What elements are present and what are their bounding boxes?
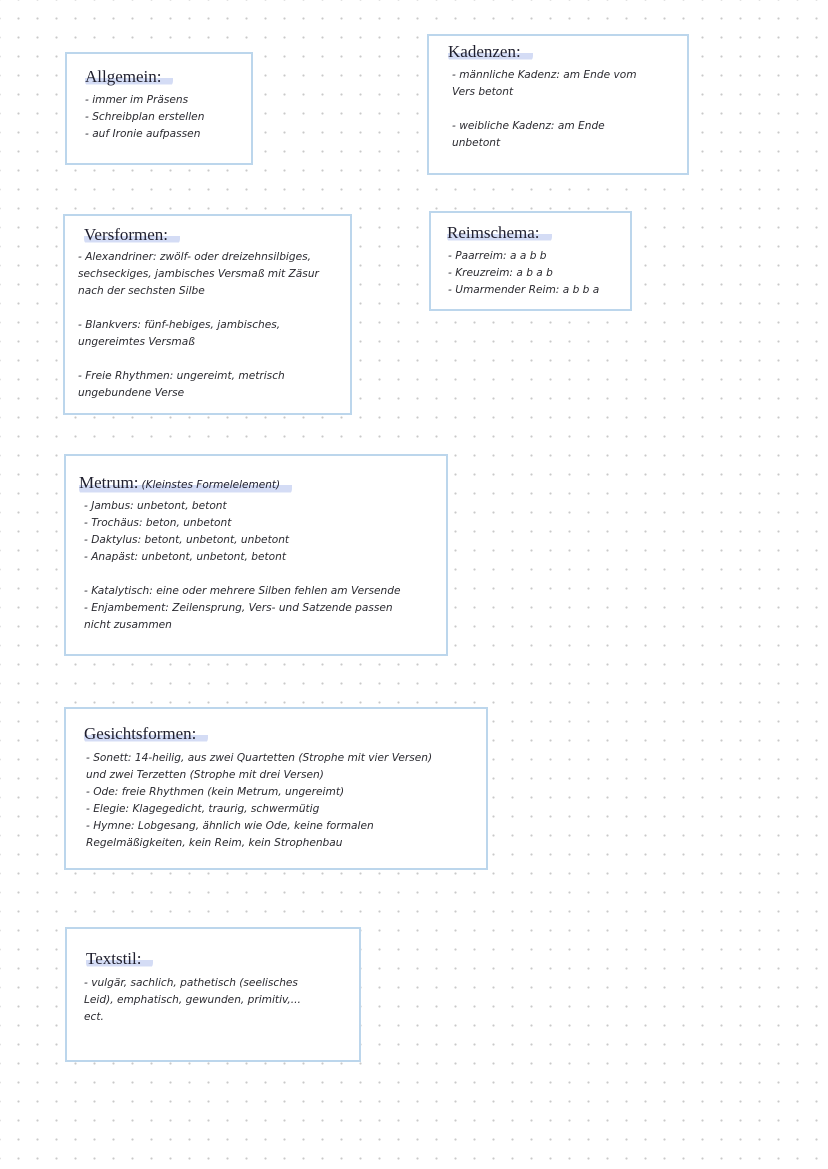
list-item: - Trochäus: beton, unbetont (84, 517, 232, 529)
list-item: - Blankvers: fünf-hebiges, jambisches, (78, 319, 281, 331)
list-item: - vulgär, sachlich, pathetisch (seelisches (84, 977, 298, 989)
list-item: - Kreuzreim: a b a b (448, 267, 553, 279)
list-item: - Schreibplan erstellen (85, 111, 205, 123)
metrum-subtitle: (Kleinstes Formelelement) (141, 479, 281, 491)
list-item: und zwei Terzetten (Strophe mit drei Versen) (86, 769, 324, 781)
reimschema-title: Reimschema: (447, 223, 552, 243)
list-item: nicht zusammen (84, 619, 172, 631)
list-item: - Sonett: 14-heilig, aus zwei Quartetten (Strophe mit vier Versen) (86, 752, 433, 764)
list-item: - Anapäst: unbetont, unbetont, betont (84, 551, 287, 563)
list-item: - Alexandriner: zwölf- oder dreizehnsilbiges, (78, 251, 312, 263)
list-item: - weibliche Kadenz: am Ende (452, 120, 605, 132)
textstil-box (65, 927, 361, 1062)
metrum-box (64, 454, 448, 656)
list-item: - Daktylus: betont, unbetont, unbetont (84, 534, 290, 546)
list-item: - Umarmender Reim: a b b a (448, 284, 600, 296)
list-item: - männliche Kadenz: am Ende vom (452, 69, 637, 81)
list-item: Vers betont (452, 86, 514, 98)
gesichtsformen-box (64, 707, 488, 870)
list-item: - immer im Präsens (85, 94, 189, 106)
list-item: Regelmäßigkeiten, kein Reim, kein Strophenbau (86, 837, 343, 849)
versformen-title: Versformen: (84, 225, 180, 245)
list-item: - Katalytisch: eine oder mehrere Silben fehlen am Versende (84, 585, 401, 597)
list-item: Leid), emphatisch, gewunden, primitiv,... (84, 994, 301, 1006)
list-item: - Hymne: Lobgesang, ähnlich wie Ode, keine formalen (86, 820, 374, 832)
metrum-heading: Metrum: (79, 473, 139, 492)
allgemein-box (65, 52, 253, 165)
list-item: - Jambus: unbetont, betont (84, 500, 227, 512)
list-item: - Paarreim: a a b b (448, 250, 547, 262)
list-item: ungereimtes Versmaß (78, 336, 195, 348)
list-item: unbetont (452, 137, 501, 149)
list-item: - Freie Rhythmen: ungereimt, metrisch (78, 370, 285, 382)
list-item: sechseckiges, jambisches Versmaß mit Zäsur (78, 268, 319, 280)
reimschema-box (429, 211, 632, 311)
list-item: - auf Ironie aufpassen (85, 128, 201, 140)
list-item: ect. (84, 1011, 104, 1023)
kadenzen-title: Kadenzen: (448, 42, 533, 62)
list-item: - Ode: freie Rhythmen (kein Metrum, ungereimt) (86, 786, 345, 798)
metrum-title (79, 473, 292, 495)
kadenzen-box (427, 34, 689, 175)
list-item: nach der sechsten Silbe (78, 285, 205, 297)
list-item: - Enjambement: Zeilensprung, Vers- und Satzende passen (84, 602, 393, 614)
gesichtsformen-title: Gesichtsformen: (84, 724, 208, 744)
allgemein-title: Allgemein: (85, 67, 173, 87)
textstil-title: Textstil: (86, 949, 153, 969)
list-item: ungebundene Verse (78, 387, 185, 399)
versformen-box (63, 214, 352, 415)
list-item: - Elegie: Klagegedicht, traurig, schwermütig (86, 803, 320, 815)
